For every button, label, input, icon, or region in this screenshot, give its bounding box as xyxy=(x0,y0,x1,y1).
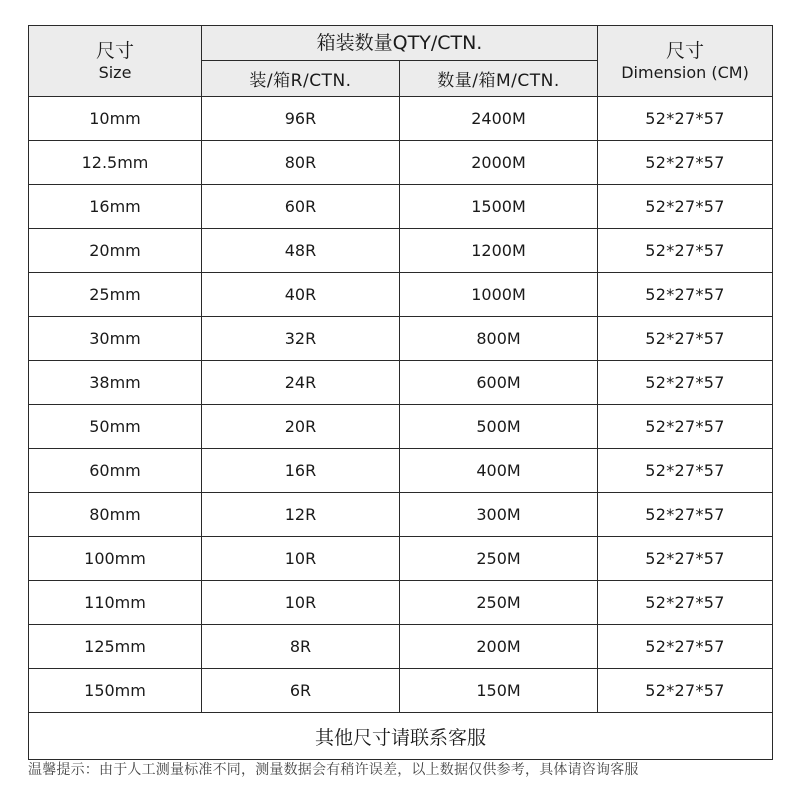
size-cell: 20mm xyxy=(29,229,202,273)
meters-cell: 300M xyxy=(400,493,598,537)
size-cell: 50mm xyxy=(29,405,202,449)
dimension-cell: 52*27*57 xyxy=(598,229,773,273)
table-row xyxy=(29,361,773,405)
rolls-per-carton-header: 装/箱R/CTN. xyxy=(202,61,400,97)
rolls-cell: 8R xyxy=(202,625,400,669)
rolls-cell: 12R xyxy=(202,493,400,537)
rolls-cell: 10R xyxy=(202,581,400,625)
table-row xyxy=(29,581,773,625)
table-row xyxy=(29,405,773,449)
size-cell: 150mm xyxy=(29,669,202,713)
size-cell: 60mm xyxy=(29,449,202,493)
note-row xyxy=(29,713,773,760)
meters-cell: 250M xyxy=(400,537,598,581)
footer-disclaimer: 温馨提示：由于人工测量标准不同，测量数据会有稍许误差，以上数据仅供参考，具体请咨询客服 xyxy=(28,762,639,778)
table-row xyxy=(29,97,773,141)
size-cell: 12.5mm xyxy=(29,141,202,185)
table-row xyxy=(29,625,773,669)
meters-cell: 250M xyxy=(400,581,598,625)
rolls-cell: 10R xyxy=(202,537,400,581)
meters-cell: 2400M xyxy=(400,97,598,141)
table-row xyxy=(29,141,773,185)
table-body xyxy=(29,97,773,713)
dimension-cell: 52*27*57 xyxy=(598,493,773,537)
dimension-header-cn: 尺寸 xyxy=(666,40,705,62)
dimension-cell: 52*27*57 xyxy=(598,317,773,361)
rolls-cell: 20R xyxy=(202,405,400,449)
rolls-cell: 96R xyxy=(202,97,400,141)
size-cell: 100mm xyxy=(29,537,202,581)
size-cell: 38mm xyxy=(29,361,202,405)
size-header xyxy=(29,26,202,97)
table-row xyxy=(29,273,773,317)
meters-cell: 200M xyxy=(400,625,598,669)
dimension-header xyxy=(598,26,773,97)
table-row xyxy=(29,449,773,493)
table-row xyxy=(29,185,773,229)
rolls-cell: 48R xyxy=(202,229,400,273)
meters-cell: 600M xyxy=(400,361,598,405)
meters-per-carton-header: 数量/箱M/CTN. xyxy=(400,61,598,97)
rolls-cell: 16R xyxy=(202,449,400,493)
table-row xyxy=(29,669,773,713)
dimension-cell: 52*27*57 xyxy=(598,141,773,185)
meters-cell: 1500M xyxy=(400,185,598,229)
meters-cell: 500M xyxy=(400,405,598,449)
meters-cell: 2000M xyxy=(400,141,598,185)
dimension-cell: 52*27*57 xyxy=(598,449,773,493)
size-cell: 16mm xyxy=(29,185,202,229)
dimension-cell: 52*27*57 xyxy=(598,273,773,317)
rolls-cell: 24R xyxy=(202,361,400,405)
spec-table xyxy=(28,25,773,760)
size-cell: 10mm xyxy=(29,97,202,141)
dimension-cell: 52*27*57 xyxy=(598,185,773,229)
size-header-cn: 尺寸 xyxy=(95,40,134,62)
meters-cell: 800M xyxy=(400,317,598,361)
size-cell: 25mm xyxy=(29,273,202,317)
meters-cell: 400M xyxy=(400,449,598,493)
size-cell: 110mm xyxy=(29,581,202,625)
dimension-cell: 52*27*57 xyxy=(598,537,773,581)
meters-cell: 150M xyxy=(400,669,598,713)
meters-cell: 1200M xyxy=(400,229,598,273)
table-row xyxy=(29,493,773,537)
table-row xyxy=(29,537,773,581)
dimension-cell: 52*27*57 xyxy=(598,669,773,713)
rolls-cell: 32R xyxy=(202,317,400,361)
dimension-cell: 52*27*57 xyxy=(598,581,773,625)
size-cell: 80mm xyxy=(29,493,202,537)
size-cell: 30mm xyxy=(29,317,202,361)
table-row xyxy=(29,317,773,361)
table-row xyxy=(29,229,773,273)
dimension-header-en: Dimension (CM) xyxy=(621,63,749,82)
dimension-cell: 52*27*57 xyxy=(598,625,773,669)
dimension-cell: 52*27*57 xyxy=(598,405,773,449)
dimension-cell: 52*27*57 xyxy=(598,97,773,141)
size-cell: 125mm xyxy=(29,625,202,669)
rolls-cell: 40R xyxy=(202,273,400,317)
qty-group-header: 箱装数量QTY/CTN. xyxy=(202,26,598,61)
rolls-cell: 6R xyxy=(202,669,400,713)
meters-cell: 1000M xyxy=(400,273,598,317)
contact-note: 其他尺寸请联系客服 xyxy=(29,713,773,760)
size-header-en: Size xyxy=(98,63,132,82)
dimension-cell: 52*27*57 xyxy=(598,361,773,405)
header-row-top xyxy=(29,26,773,61)
rolls-cell: 60R xyxy=(202,185,400,229)
rolls-cell: 80R xyxy=(202,141,400,185)
